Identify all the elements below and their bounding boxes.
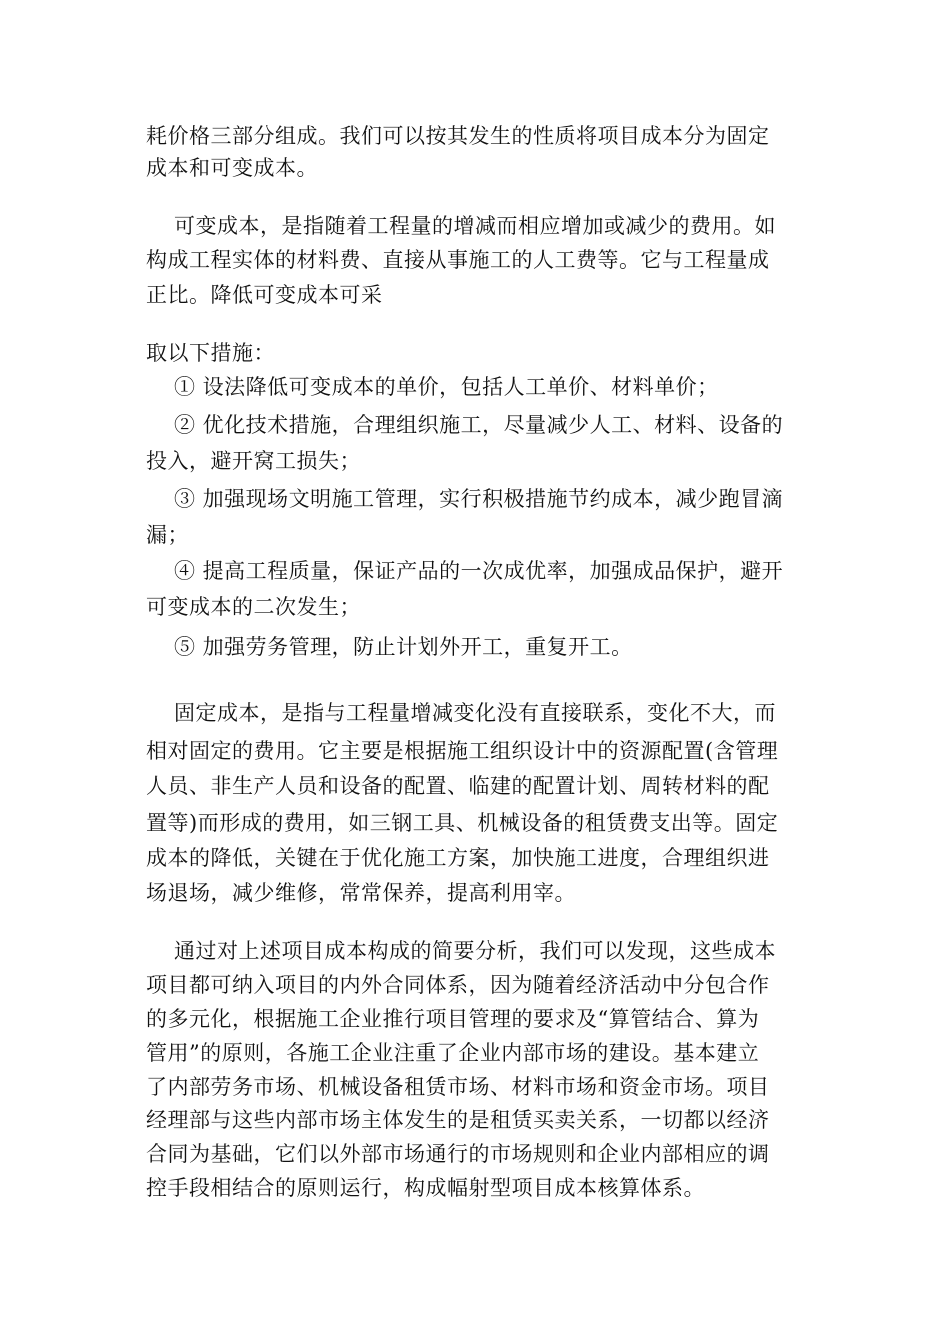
text-line: 合同为基础，它们以外部市场通行的市场规则和企业内部相应的调: [146, 1142, 770, 1166]
text-line: 固定成本，是指与工程量增减变化没有直接联系，变化不大，而: [174, 701, 776, 725]
text-line: 正比。降低可变成本可采: [146, 283, 383, 307]
document-page: [146, 0, 806, 1344]
text-line: 投入，避开窝工损失；: [146, 449, 361, 473]
text-line: 取以下措施：: [146, 341, 275, 365]
list-item: ③ 加强现场文明施工管理，实行积极措施节约成本，减少跑冒滴: [174, 487, 784, 511]
text-line: 耗价格三部分组成。我们可以按其发生的性质将项目成本分为固定: [146, 124, 770, 148]
list-item: ⑤ 加强劳务管理，防止计划外开工，重复开工。: [174, 635, 633, 659]
text-line: 控手段相结合的原则运行，构成幅射型项目成本核算体系。: [146, 1176, 705, 1200]
text-line: 可变成本的二次发生；: [146, 595, 361, 619]
text-line: 场退场，减少维修，常常保养，提高利用宰。: [146, 881, 576, 905]
list-item: ② 优化技术措施，合理组织施工，尽量减少人工、材料、设备的: [174, 413, 784, 437]
text-line: 构成工程实体的材料费、直接从事施工的人工费等。它与工程量成: [146, 248, 770, 272]
text-line: 了内部劳务市场、机械设备租赁市场、材料市场和资金市场。项目: [146, 1075, 770, 1099]
text-line: 可变成本，是指随着工程量的增减而相应增加或减少的费用。如: [174, 214, 776, 238]
text-line: 通过对上述项目成本构成的简要分析，我们可以发现，这些成本: [174, 939, 776, 963]
text-line: 项目都可纳入项目的内外合同体系，因为随着经济活动中分包合作: [146, 973, 770, 997]
list-item: ① 设法降低可变成本的单价，包括人工单价、材料单价；: [174, 375, 719, 399]
text-line: 漏；: [146, 523, 189, 547]
text-line: 管用”的原则，各施工企业注重了企业内部市场的建设。基本建立: [146, 1041, 760, 1065]
text-line: 置等)而形成的费用，如三钢工具、机械设备的租赁费支出等。固定: [146, 811, 779, 835]
text-line: 的多元化，根据施工企业推行项目管理的要求及“算管结合、算为: [146, 1007, 760, 1031]
text-line: 成本的降低，关键在于优化施工方案，加快施工进度，合理组织进: [146, 846, 770, 870]
text-line: 成本和可变成本。: [146, 156, 318, 180]
list-item: ④ 提高工程质量，保证产品的一次成优率，加强成品保护，避开: [174, 559, 784, 583]
text-line: 经理部与这些内部市场主体发生的是租赁买卖关系，一切都以经济: [146, 1108, 770, 1132]
text-line: 人员、非生产人员和设备的配置、临建的配置计划、周转材料的配: [146, 774, 770, 798]
text-line: 相对固定的费用。它主要是根据施工组织设计中的资源配置(含管理: [146, 739, 779, 763]
